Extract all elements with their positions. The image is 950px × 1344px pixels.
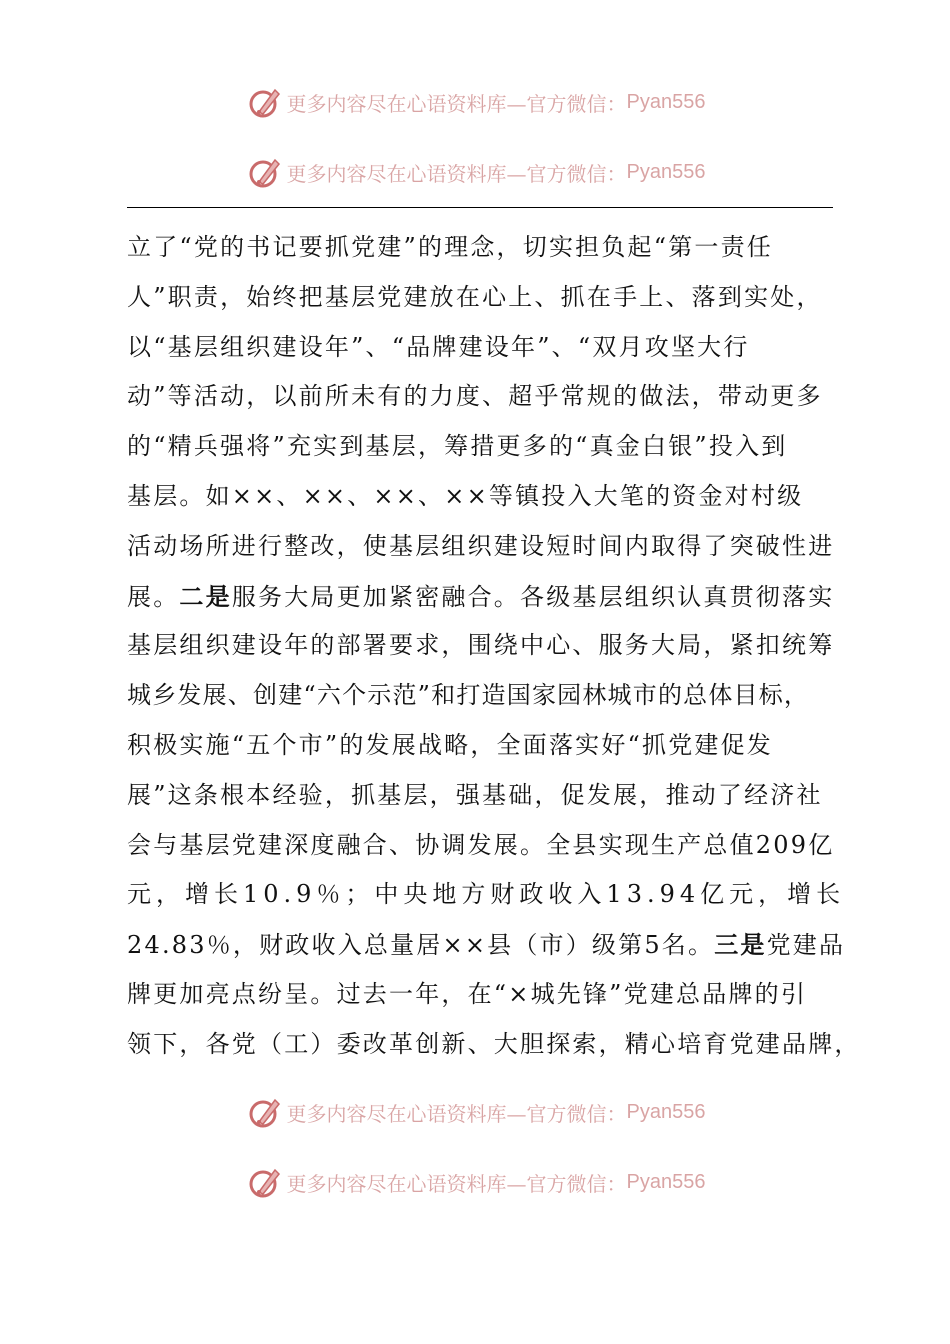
- pen-nib-logo-icon: [245, 152, 285, 192]
- header-divider: [127, 207, 833, 208]
- body-line: 基层组织建设年的部署要求，围绕中心、服务大局，紧扣统筹: [127, 631, 835, 660]
- emphasis-label: 三是: [714, 930, 767, 960]
- line-rest: 服务大局更加紧密融合。各级基层组织认真贯彻落实: [231, 582, 835, 611]
- pen-nib-logo-icon: [245, 1092, 285, 1132]
- pen-nib-logo-icon: [245, 1162, 285, 1202]
- watermark-text: 更多内容尽在心语资料库—官方微信：: [286, 1101, 627, 1126]
- watermark-text: 更多内容尽在心语资料库—官方微信：: [286, 91, 627, 116]
- line-prefix: 24.83％，财政收入总量居××县（市）级第5名。: [127, 931, 715, 960]
- watermark-text: 更多内容尽在心语资料库—官方微信：: [286, 161, 627, 186]
- body-line: 领下，各党（工）委改革创新、大胆探索，精心培育党建品牌，: [127, 1029, 861, 1058]
- line-rest: 党建品: [766, 931, 846, 960]
- body-line: 会与基层党建深度融合、协调发展。全县实现生产总值209亿: [127, 830, 835, 859]
- pen-nib-logo-icon: [245, 82, 285, 122]
- body-line: 积极实施“五个市”的发展战略，全面落实好“抓党建促发: [127, 730, 774, 759]
- emphasis-label: 二是: [179, 581, 232, 611]
- body-line: 展”这条根本经验，抓基层，强基础，促发展，推动了经济社: [127, 780, 823, 809]
- body-line: 牌更加亮点纷呈。过去一年，在“×城先锋”党建总品牌的引: [127, 979, 808, 1008]
- body-line: 立了“党的书记要抓党建”的理念，切实担负起“第一责任: [127, 233, 774, 261]
- body-line: 活动场所进行整改，使基层组织建设短时间内取得了突破性进: [127, 531, 835, 560]
- watermark-banner-top-2: [0, 152, 950, 192]
- watermark-banner-bottom-2: [0, 1162, 950, 1202]
- watermark-wechat-id: Pyan556: [626, 90, 706, 113]
- body-line: 动”等活动，以前所未有的力度、超乎常规的做法，带动更多: [127, 382, 823, 411]
- body-line: 基层。如××、××、××、××等镇投入大笔的资金对村级: [127, 481, 804, 510]
- watermark-wechat-id: Pyan556: [626, 1100, 706, 1123]
- watermark-wechat-id: Pyan556: [626, 1170, 706, 1193]
- body-line: [127, 920, 846, 970]
- body-line: 元，增长10.9％；中央地方财政收入13.94亿元，增长: [127, 880, 846, 909]
- document-body: [127, 223, 861, 1070]
- body-line: [127, 572, 837, 622]
- watermark-wechat-id: Pyan556: [626, 160, 706, 183]
- body-line: 城乡发展、创建“六个示范”和打造国家园林城市的总体目标，: [127, 681, 810, 710]
- body-line: 人”职责，始终把基层党建放在心上、抓在手上、落到实处，: [127, 282, 823, 311]
- line-prefix: 展。: [127, 582, 180, 611]
- body-line: 以“基层组织建设年”、“品牌建设年”、“双月攻坚大行: [127, 332, 750, 361]
- watermark-text: 更多内容尽在心语资料库—官方微信：: [286, 1171, 627, 1196]
- body-line: 的“精兵强将”充实到基层，筹措更多的“真金白银”投入到: [127, 432, 788, 461]
- watermark-banner-bottom-1: [0, 1092, 950, 1132]
- watermark-banner-top-1: [0, 82, 950, 122]
